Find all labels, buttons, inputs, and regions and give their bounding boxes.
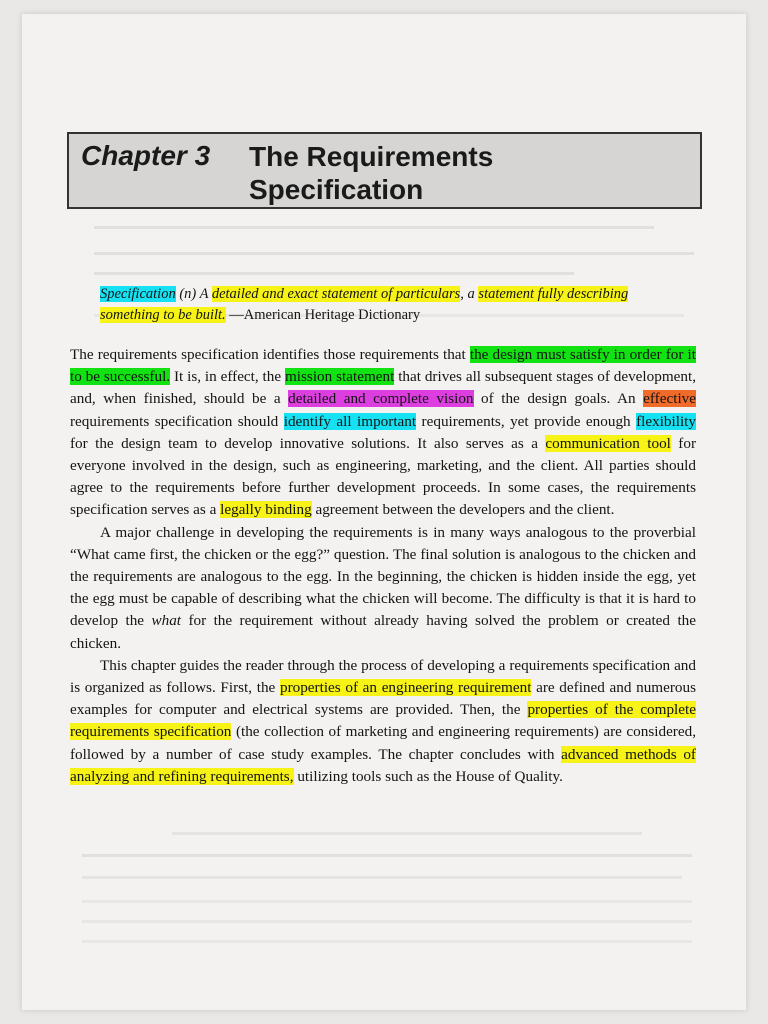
epigraph-separator: , a bbox=[460, 286, 479, 302]
bleed-through-line bbox=[82, 940, 692, 943]
highlight-green: the design must satisfy in order for it to be successful. bbox=[70, 346, 696, 386]
text-run: for the requirement without already having solved the problem or created the chicken. bbox=[70, 612, 696, 652]
text-run: It is, in effect, the bbox=[170, 368, 285, 386]
bleed-through-line bbox=[94, 252, 694, 255]
text-run: requirements specification should bbox=[70, 412, 284, 430]
text-run: are defined and numerous examples for computer and electrical systems are provided. Then, the bbox=[70, 679, 697, 719]
emphasis: what bbox=[151, 612, 182, 630]
highlight-yellow: properties of an engineering requirement bbox=[279, 679, 532, 697]
text-run: agreement between the developers and the client. bbox=[311, 501, 615, 519]
text-run: The requirements specification identifies those requirements that bbox=[70, 346, 470, 363]
highlight-magenta: detailed and complete vision bbox=[288, 390, 474, 408]
highlight-yellow: advanced methods of analyzing and refining requirements, bbox=[70, 745, 696, 785]
highlight-yellow: properties of the complete requirements specification bbox=[70, 701, 696, 741]
chapter-title-line-2: Specification bbox=[249, 174, 424, 205]
bleed-through-line bbox=[82, 920, 692, 923]
highlight-cyan: identify all important bbox=[283, 412, 417, 430]
text-run: A major challenge in developing the requirements is in many ways analogous to the proverbial “What came first, the chicken or the egg?” question. The final solution is analogous to the chicken and the requirements are analogous to the egg. In the beginning, the chicken is hidden inside the egg, yet the egg must be capable of describing what the chicken will become. The difficulty is that it is hard to develop the bbox=[70, 523, 696, 630]
text-run: that drives all subsequent stages of development, and, when finished, should be a bbox=[70, 368, 696, 408]
chapter-title-line-1: The Requirements bbox=[249, 141, 494, 172]
highlight-yellow: communication tool bbox=[545, 434, 671, 452]
epigraph-definition-2: statement fully describing bbox=[478, 286, 629, 302]
chapter-number: Chapter 3 bbox=[81, 140, 211, 171]
text-run: (the collection of marketing and engineering requirements) are considered, followed by a number of case study examples. The chapter concludes with bbox=[70, 723, 696, 763]
epigraph bbox=[100, 284, 700, 326]
epigraph-term: Specification bbox=[100, 286, 176, 302]
epigraph-definition-1: detailed and exact statement of particulars bbox=[211, 286, 461, 302]
document-page bbox=[22, 14, 746, 1010]
body-text bbox=[70, 344, 696, 788]
paragraph-2 bbox=[70, 522, 696, 655]
text-run: utilizing tools such as the House of Quality. bbox=[293, 767, 563, 785]
bleed-through-line bbox=[82, 876, 682, 879]
bleed-through-line bbox=[172, 832, 642, 835]
chapter-heading-box bbox=[67, 132, 702, 209]
epigraph-definition-3: something to be built. bbox=[100, 307, 226, 323]
text-run: of the design goals. An bbox=[473, 390, 644, 408]
highlight-green: mission statement bbox=[284, 368, 395, 386]
bleed-through-line bbox=[82, 900, 692, 903]
epigraph-pos: (n) A bbox=[175, 286, 212, 302]
paragraph-3 bbox=[70, 655, 696, 788]
bleed-through-line bbox=[82, 854, 692, 857]
text-run: for everyone involved in the design, such as engineering, marketing, and the client. All parties should agree to the requirements before further development proceeds. In some cases, the requirements specification serves as a bbox=[70, 434, 696, 519]
text-run: for the design team to develop innovative solutions. It also serves as a bbox=[70, 434, 546, 452]
highlight-yellow: legally binding bbox=[220, 501, 312, 519]
paragraph-1 bbox=[70, 344, 696, 522]
bleed-through-line bbox=[94, 272, 574, 275]
text-run: requirements, yet provide enough bbox=[416, 412, 637, 430]
bleed-through-line bbox=[94, 226, 654, 229]
text-run: This chapter guides the reader through the process of developing a requirements specification and is organized as follows. First, the bbox=[70, 656, 696, 697]
chapter-title bbox=[249, 140, 493, 206]
epigraph-source: —American Heritage Dictionary bbox=[225, 307, 421, 323]
highlight-orange: effective bbox=[643, 390, 696, 408]
highlight-cyan: flexibility bbox=[636, 412, 696, 430]
